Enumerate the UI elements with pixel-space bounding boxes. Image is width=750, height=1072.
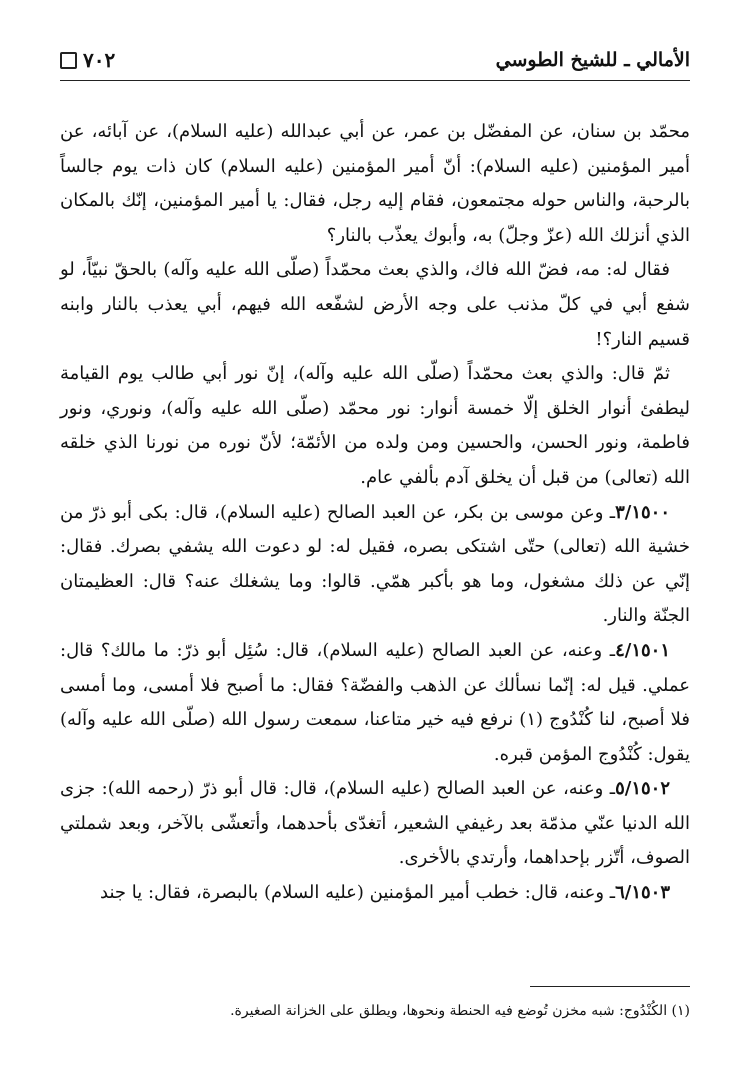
- paragraph: فقال له: مه، فضّ الله فاك، والذي بعث محمّداً (صلّى الله عليه وآله) بالحقّ نبيّاً، لو شفع أبي في كلّ مذنب على وجه الأرض لشفّعه الله فيهم، أبي يعذب بالنار وابنه قسيم النار؟!: [60, 259, 691, 350]
- hadith-number: ٤/١٥٠١: [615, 639, 670, 661]
- square-icon: [60, 52, 77, 69]
- hadith-number: ٦/١٥٠٣: [615, 882, 670, 904]
- hadith-number: ٣/١٥٠٠: [615, 501, 670, 523]
- page-number-group: [60, 48, 115, 72]
- footnote: (١) الكُنْدُوج: شبه مخزن تُوضع فيه الحنطة ونحوها، ويطلق على الخزانة الصغيرة.: [230, 1003, 690, 1019]
- paragraph: ٣/١٥٠٠ـ وعن موسى بن بكر، عن العبد الصالح (عليه السلام)، قال: بكى أبو ذرّ من خشية الله (تعالى) حتّى اشتكى بصره، فقيل له: لو دعوت الله يشفي بصرك. فقال: إنّي عن ذلك مشغول، وما هو بأكبر همّي. قالوا: وما يشغلك عنه؟ قال: العظيمتان الجنّة والنار.: [60, 501, 690, 627]
- running-title: الأمالي ـ للشيخ الطوسي: [495, 49, 690, 71]
- paragraph: ٥/١٥٠٢ـ وعنه، عن العبد الصالح (عليه السلام)، قال: قال أبو ذرّ (رحمه الله): جزى الله الدنيا عنّي مذمّة بعد رغيفي الشعير، أتغدّى بأحدهما، وأتعشّى بالآخر، وبعد شملتي الصوف، أتّزر بإحداهما، وأرتدي بالأخرى.: [60, 778, 690, 869]
- page-number: ٧٠٢: [83, 48, 116, 72]
- footnote-divider: [530, 986, 690, 987]
- paragraph: ثمّ قال: والذي بعث محمّداً (صلّى الله عليه وآله)، إنّ نور أبي طالب يوم القيامة ليطفئ أنوار الخلق إلّا خمسة أنوار: نور محمّد (صلّى الله عليه وآله)، ونوري، ونور فاطمة، ونور الحسن، والحسين ومن ولده من الأئمّة؛ لأنّ نوره من نورنا الذي خلقه الله (تعالى) من قبل أن يخلق آدم بألفي عام.: [60, 363, 690, 488]
- page-header: [60, 40, 690, 81]
- paragraph: ٤/١٥٠١ـ وعنه، عن العبد الصالح (عليه السلام)، قال: سُئِل أبو ذرّ: ما مالك؟ قال: عملي. قيل له: إنّما نسألك عن الذهب والفضّة؟ فقال: ما أصبح فلا أمسى، وما أمسى فلا أصبح، لنا كُنْدُوج (١) نرفع فيه خير متاعنا، سمعت رسول الله (صلّى الله عليه وآله) يقول: كُنْدُوج المؤمن قبره.: [60, 639, 690, 765]
- main-text: [60, 115, 690, 911]
- hadith-number: ٥/١٥٠٢: [615, 778, 670, 800]
- paragraph: محمّد بن سنان، عن المفضّل بن عمر، عن أبي عبدالله (عليه السلام)، عن آبائه، عن أمير المؤمنين (عليه السلام): أنّ أمير المؤمنين (عليه السلام) كان ذات يوم جالساً بالرحبة، والناس حوله مجتمعون، فقام إليه رجل، فقال: يا أمير المؤمنين، إنّك بالمكان الذي أنزلك الله (عزّ وجلّ) به، وأبوك يعذّب بالنار؟: [60, 121, 690, 246]
- paragraph: ٦/١٥٠٣ـ وعنه، قال: خطب أمير المؤمنين (عليه السلام) بالبصرة، فقال: يا جند: [100, 882, 670, 904]
